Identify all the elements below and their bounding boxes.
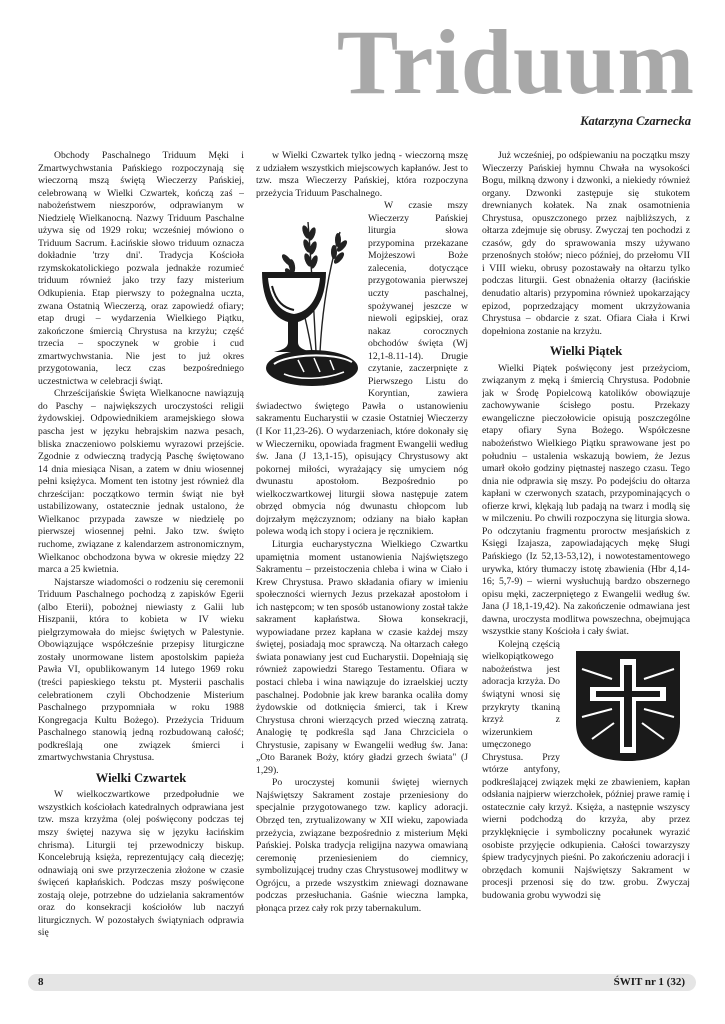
text-column-1 xyxy=(38,150,244,968)
article-author: Katarzyna Czarnecka xyxy=(580,114,691,128)
paragraph: Wielki Piątek poświęcony jest przeżyciom, związanym z męką i śmiercią Chrystusa. Podobnie jak w Środę Popielcową katolików obowiązuje zachowywanie ścisłego postu. Przekazy ewangeliczne pieczołowicie opisują poszczególne etapy ofiary Syna Bożego. Współczesne nabożeństwo Wielkiego Piątku sprawowane jest po południu – ustalenia wskazują bowiem, że Jezus umarł około godziny piętnastej naszego czasu. Tego dnia nie odprawia się mszy. Po podejściu do ołtarza kapłani w czerwonych szatach, przypominających o ofierze krwi, klękają lub padają na twarz i modlą się w milczeniu. Po chwili rozpoczyna się liturgia słowa. Po odczytaniu fragmentu proroctw mesjańskich z Księgi Izajasza, zapowiadających mękę Sługi Pańskiego (Iz 52,13-53,12), i nowotestamentowego urywka, który tłumaczy istotę zbawienia (Hbr 4,14-16; 5,7-9) – wierni wysłuchują bardzo obszernego opisu męki, zaczerpniętego z Ewangelii według św. Jana (J 18,1-19,42). Na zakończenie odmawiana jest dawna, uroczysta modlitwa powszechna, obejmująca wszystkie stany Kościoła i cały świat. xyxy=(482,362,690,638)
paragraph: Obchody Paschalnego Triduum Męki i Zmartwychwstania Pańskiego rozpoczynają się wieczorną mszą świętą Wieczerzy Pańskiej, celebrowaną w Wielki Czwartek, kończą zaś – nabożeństwem nieszporów, odprawianym w Niedzielę Wielkanocną. Nazwy Triduum Paschalne używa się od 1929 roku; wcześniej mówiono o Triduum Sacrum. Łacińskie słowo triduum oznacza dokładnie 'trzy dni'. Tradycja Kościoła rzymskokatolickiego pozwala jednakże rozumieć triduum również jako trzy fazy misterium Odkupienia. Etap pierwszy to pożegnalna uczta, zwana Ostatnią Wieczerzą, oraz zapowiedź ofiary; etap drugi – wydarzenia Wielkiego Piątku, zakończone śmiercią Chrystusa na krzyżu; część trzecia – spoczynek w grobie i cud zmartwychwstania. Nie jest to już okres przygotowania, lecz czas bezpośredniego uczestnictwa w celebracji świąt. xyxy=(38,150,244,387)
cross-illustration xyxy=(566,643,690,767)
paragraph: W wielkoczwartkowe przedpołudnie we wszystkich kościołach katedralnych odprawiana jest tzw. msza krzyżma (olej poświęcony podczas tej mszy świętej nazywa się w języku łacińskim chrisma). Liturgii tej przewodniczy biskup. Koncelebrują księża, reprezentujący całą diecezję; odnawiają oni swe przyrzeczenia złożone w czasie święceń kapłańskich. Podczas mszy poświęcone zostają oleje, potrzebne do udzielania sakramentów oraz do konsekracji kościołów lub naczyń liturgicznych. W pozostałych świątyniach odprawia się xyxy=(38,789,244,939)
paragraph: Już wcześniej, po odśpiewaniu na początku mszy Wieczerzy Pańskiej hymnu Chwała na wysokości Bogu, milkną dzwony i dzwonki, a niekiedy również organy. Dzwonki zastępuje się stukotem drewnianych kołatek. Na znak osamotnienia Chrystusa, opuszczonego przez najbliższych, z ołtarza zdejmuje się obrusy. Zwyczaj ten pochodzi z czasów, gdy do sprawowania mszy używano przenośnych stołów; nieco później, do przełomu VII i VIII wieku, obrusy pozostawały na ołtarzu tylko podczas liturgii. Gest obnażenia ołtarzy (łacińskie denudatio altaris) przypomina również upokarzający epizod, poprzedzający moment ukrzyżowania Chrystusa – obdarcie z szat. Ofiara Ciała i Krwi dopełniona zostanie na krzyżu. xyxy=(482,150,690,337)
text-column-3 xyxy=(482,150,690,968)
paragraph: Liturgia eucharystyczna Wielkiego Czwartku upamiętnia moment ustanowienia Najświętszego Sakramentu – przeistoczenia chleba i wina w Ciało i Krew Chrystusa. Prawo składania ofiary w imieniu społeczności wiernych Jezus przekazał apostołom i ich następcom; w ten sposób ustanowiony został także sakrament kapłaństwa. Słowa konsekracji, wypowiadane przez kapłana w czasie każdej mszy świętej, posiadają moc sprawczą. Na ołtarzach całego świata ponawiany jest cud Eucharystii. Dopełniają się również zapowiedzi Starego Testamentu. Ofiara w postaci chleba i wina nawiązuje do izraelskiej uczty paschalnej. Podobnie jak krew baranka ocaliła domy żydowskie od dotknięcia śmierci, tak i Krew Chrystusa chroni wierzących przed wieczną zatratą. Analogię tę podkreśla sąd Jana Chrzciciela o Chrystusie, zapisany w Ewangelii według św. Jana: „Oto Baranek Boży, który gładzi grzech świata" (J 1,29). xyxy=(256,538,468,776)
paragraph: Kolejną częścią wielkopiątkowego nabożeństwa jest adoracja krzyża. Do świątyni wnosi się przykryty tkaniną krzyż z wizerunkiem umęczonego Chrystusa. Przy wtórze antyfony, podkreślającej związek męki ze zbawieniem, kapłan odsłania najpierw wierzchołek, później prawe ramię i ostatecznie cały krzyż. Księża, a następnie wszyscy wierni podchodzą do krzyża, aby przez przyklęknięcie i symboliczny pocałunek wyrazić osobiste przyjęcie odkupienia. Całości towarzyszy śpiew tradycyjnych pieśni. Po zakończeniu adoracji i obrzędach komunii Najświętszy Sakrament w procesji przenosi się do tzw. grobu. Zwyczaj budowania grobu wywodzi się xyxy=(482,638,690,901)
paragraph: Po uroczystej komunii świętej wiernych Najświętszy Sakrament zostaje przeniesiony do specjalnie przygotowanego tzw. kaplicy adoracji. Obrzęd ten, zrytualizowany w XII wieku, zapowiada przeżycia, związane bezpośrednio z misterium Męki Pańskiej. Polska tradycja religijna nazywa omawianą ceremonię przeniesieniem do ciemnicy, symbolizującej trudny czas Chrystusowej modlitwy w Ogrójcu, a przede wszystkim zniewagi doznawane podczas przesłuchania. Gaśnie wieczna lampka, płonąca przez cały rok przy tabernakulum. xyxy=(256,777,468,914)
paragraph: Najstarsze wiadomości o rodzeniu się ceremonii Triduum Paschalnego pochodzą z zapisków Egerii (albo Eterii), pobożnej niewiasty z Galii lub Hiszpanii, która to kobieta w IV wieku pielgrzymowała do miejsc świętych w Palestynie. Obowiązujące współcześnie przepisy liturgiczne zostały unormowane listem apostolskim papieża Pawła VI, opublikowanym 14 lutego 1969 roku (treści papieskiego tekstu pt. Mysterii paschalis celebrationem czyli Obchodzenie Misterium Paschalnego przypomniała w roku 1988 Kongregacja Kultu Bożego). Przeżycia Triduum Paschalnego stanowią jedną rozbudowaną całość; podkreślają one związek śmierci i zmartwychwstania Chrystusa. xyxy=(38,576,244,764)
section-heading-wielki-czwartek: Wielki Czwartek xyxy=(95,770,187,785)
text-column-2 xyxy=(256,150,468,968)
chalice-wheat-bread-illustration xyxy=(256,202,362,392)
issue-label: ŚWIT nr 1 (32) xyxy=(613,976,685,988)
page-number: 8 xyxy=(38,976,44,988)
article-title: Triduum xyxy=(336,11,695,113)
section-heading-wielki-piatek: Wielki Piątek xyxy=(549,344,623,359)
paragraph: W czasie mszy Wieczerzy Pańskiej liturgia słowa przypomina przekazane Mojżeszowi Boże zalecenia, dotyczące przygotowania pierwszej uczty paschalnej, spożywanej jeszcze w niewoli egipskiej, oraz nakaz corocznych obchodów święta (Wj 12,1-8.11-14). Drugie czytanie, zaczerpnięte z Pierwszego Listu do Koryntian, zawiera świadectwo świętego Pawła o ustanowieniu sakramentu Eucharystii w czasie Ostatniej Wieczerzy (I Kor 11,23-26). O wydarzeniach, które dokonały się w Wieczerniku, opowiada fragment Ewangelii według św. Jana (J 13,1-15), opisujący Chrystusowy akt pokornej miłości, wyrażający się umyciem nóg dwunastu apostołom. Bezpośrednio po wielkoczwartkowej liturgii słowa następuje zatem obrzęd obmycia nóg dwunastu chłopcom lub dojrzałym mężczyznom; odziany na biało kapłan polewa wodą ich stopy i ociera je ręcznikiem. xyxy=(256,200,468,538)
footer-bar xyxy=(28,974,696,991)
paragraph: Chrześcijańskie Święta Wielkanocne nawiązują do Paschy – największych uroczystości religii żydowskiej. Odpowiednikiem aramejskiego słowa pascha jest w języku hebrajskim nazwa pesach, bliska znaczeniowo polskiemu wyrazowi przejście. Zgodnie z odwieczną tradycją Paschę świętowano 14 dnia miesiąca Nisan, a zatem w dniu wiosennej pełni księżyca. Moment ten istotny jest również dla chrześcijan: początkowo termin świąt nie był ustabilizowany, ostatecznie jednak ustalono, że Wielkanoc przypada zawsze w niedzielę po pierwszej wiosennej pełni. Jako tzw. święto ruchome, związane z kalendarzem astronomicznym, Wielkanoc obchodzona bywa w okresie między 22 marca a 25 kwietnia. xyxy=(38,388,244,576)
paragraph: w Wielki Czwartek tylko jedną - wieczorną mszę z udziałem wszystkich miejscowych kapłanów. Jest to tzw. mszа Wieczerzy Pańskiej, która rozpoczyna przeżycia Triduum Paschalnego. xyxy=(256,150,468,199)
